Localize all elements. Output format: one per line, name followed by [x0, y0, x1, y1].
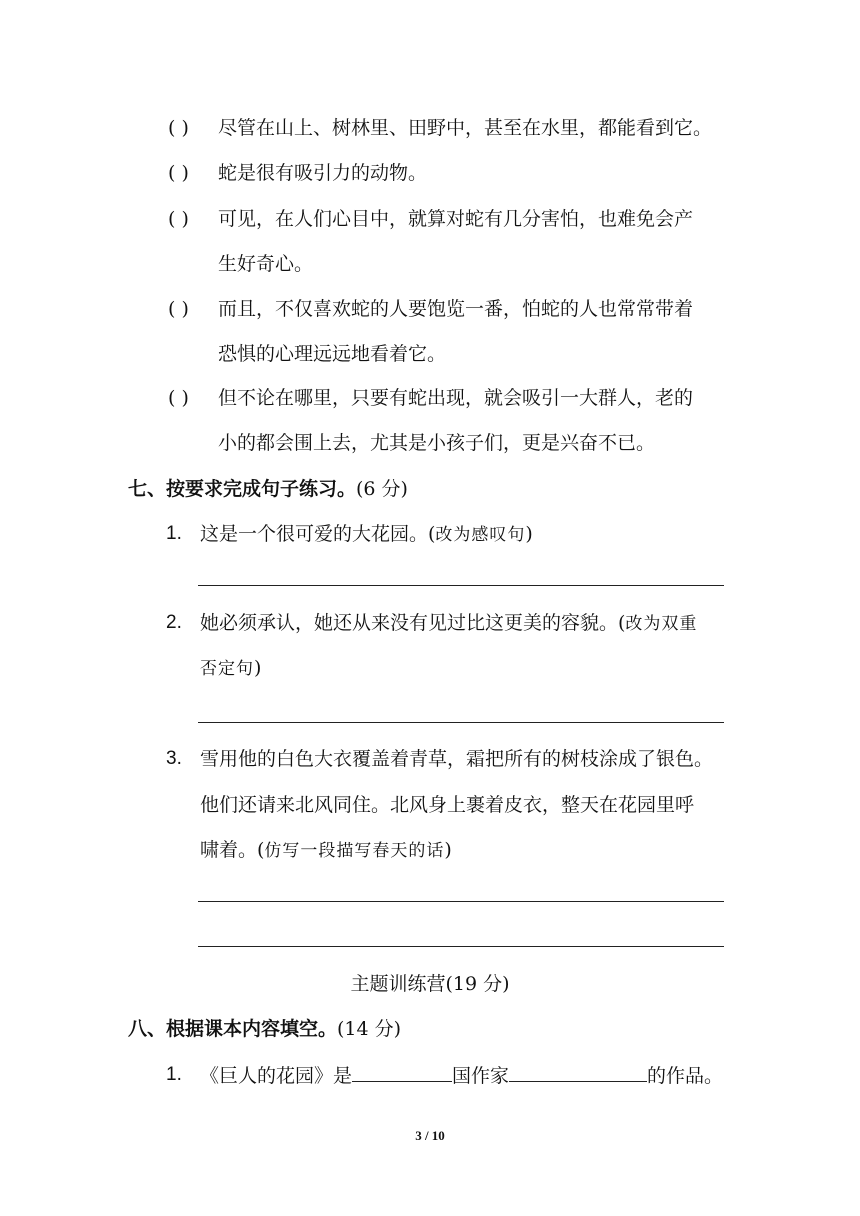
answer-line[interactable]: [198, 946, 724, 947]
page-number: 3 / 10: [415, 1128, 445, 1143]
question-number: 1.: [166, 1064, 182, 1085]
ordering-item-text: 但不论在哪里，只要有蛇出现，就会吸引一大群人，老的: [218, 387, 694, 409]
ordering-item-text: 小的都会围上去，尤其是小孩子们，更是兴奋不已。: [218, 432, 656, 454]
answer-line[interactable]: [198, 901, 724, 902]
section-title: 七、按要求完成句子练习。: [128, 478, 357, 500]
fill-blank[interactable]: [509, 1063, 647, 1082]
question-text: 雪用他的白色大衣覆盖着青草，霜把所有的树枝涂成了银色。: [200, 748, 714, 770]
answer-parentheses[interactable]: ( ): [168, 117, 189, 139]
ordering-item-text: 可见，在人们心目中，就算对蛇有几分害怕，也难免会产: [218, 208, 694, 230]
question-text: 否定句): [200, 657, 262, 679]
question-text: 他们还请来北风同住。北风身上裹着皮衣，整天在花园里呼: [200, 794, 695, 816]
question-text: 啸着。(仿写一段描写春天的话): [200, 839, 452, 861]
section-8-heading: [128, 1017, 401, 1041]
question-text: 《巨人的花园》是 国作家 的作品。: [200, 1065, 724, 1087]
answer-line[interactable]: [198, 722, 724, 723]
question-number: 3.: [166, 748, 182, 769]
ordering-item-text: 而且，不仅喜欢蛇的人要饱览一番，怕蛇的人也常常带着: [218, 298, 694, 320]
question-number: 2.: [166, 612, 182, 633]
ordering-item-text: 恐惧的心理远远地看着它。: [218, 343, 447, 365]
answer-line[interactable]: [198, 585, 724, 586]
answer-parentheses[interactable]: ( ): [168, 162, 189, 184]
question-text: 她必须承认，她还从来没有见过比这更美的容貌。(改为双重: [200, 612, 698, 634]
question-text: 这是一个很可爱的大花园。(改为感叹句): [200, 523, 533, 545]
section-7-heading: [128, 477, 408, 501]
ordering-item-text: 尽管在山上、树林里、田野中，甚至在水里，都能看到它。: [218, 117, 713, 139]
theme-section-title: 主题训练营(19 分): [350, 973, 510, 995]
answer-parentheses[interactable]: ( ): [168, 387, 189, 409]
fill-blank[interactable]: [352, 1063, 452, 1082]
section-title: 八、根据课本内容填空。: [128, 1018, 338, 1040]
ordering-item-text: 蛇是很有吸引力的动物。: [218, 162, 428, 184]
section-score: (6 分): [356, 478, 408, 500]
answer-parentheses[interactable]: ( ): [168, 298, 189, 320]
question-number: 1.: [166, 523, 182, 544]
answer-parentheses[interactable]: ( ): [168, 208, 189, 230]
ordering-item-text: 生好奇心。: [218, 253, 314, 275]
section-score: (14 分): [337, 1018, 402, 1040]
